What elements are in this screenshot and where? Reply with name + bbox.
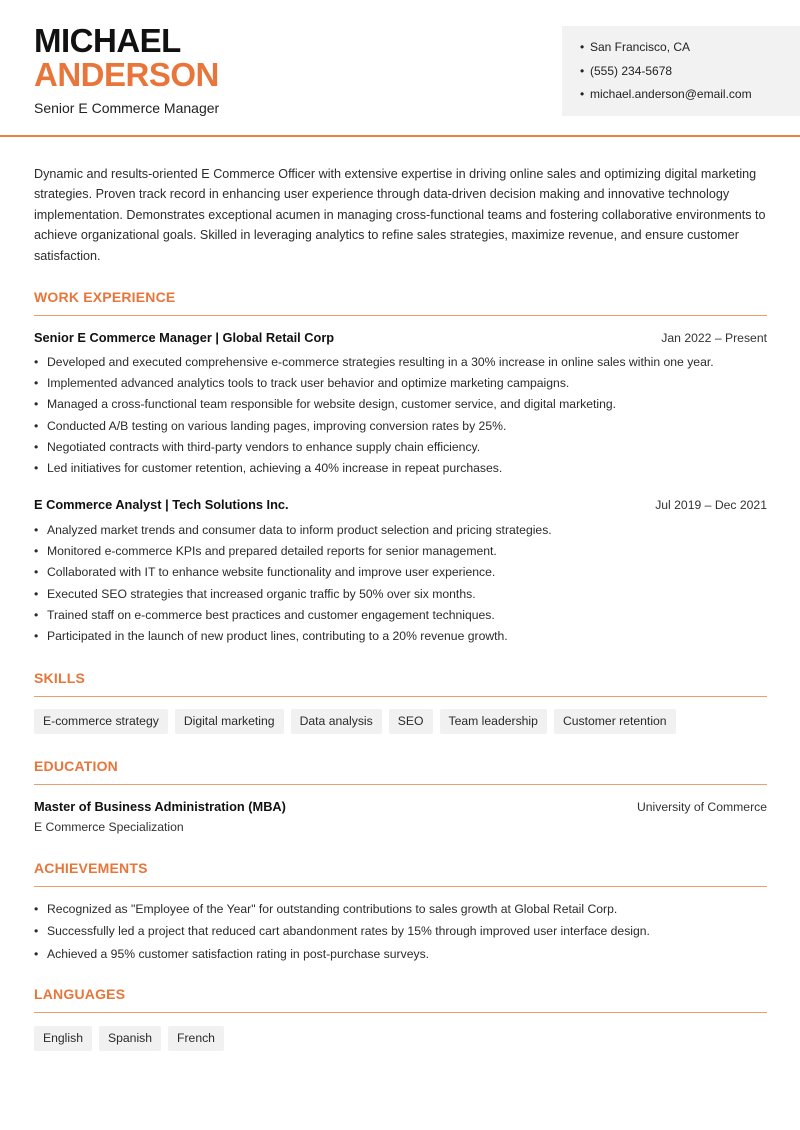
section-divider	[34, 886, 767, 887]
last-name: ANDERSON	[34, 56, 219, 93]
contact-box	[562, 26, 800, 116]
education-header	[34, 799, 767, 814]
bullet-text: Trained staff on e-commerce best practices and customer engagement techniques.	[47, 607, 495, 622]
section-divider	[34, 315, 767, 316]
first-name: MICHAEL	[34, 22, 181, 59]
skill-chip: SEO	[389, 709, 433, 734]
job-bullets	[34, 352, 767, 479]
bullet-icon: •	[34, 439, 39, 454]
bullet-icon: •	[34, 461, 39, 476]
list-item	[34, 394, 767, 415]
bullet-icon: •	[580, 87, 585, 101]
bullet-icon: •	[34, 629, 39, 644]
contact-phone	[580, 64, 800, 88]
bullet-text: Developed and executed comprehensive e-commerce strategies resulting in a 30% increase in online sales within one year.	[47, 355, 714, 369]
job-bullets	[34, 520, 767, 647]
achievement-bullets	[34, 898, 767, 965]
bullet-icon: •	[580, 40, 585, 54]
section-divider	[34, 696, 767, 697]
bullet-icon: •	[34, 397, 39, 412]
section-divider	[34, 1012, 767, 1013]
bullet-icon: •	[580, 63, 585, 78]
section-title-education: EDUCATION	[34, 758, 118, 774]
contact-email	[580, 87, 800, 111]
skill-chip: Customer retention	[554, 709, 676, 734]
bullet-icon: •	[34, 418, 39, 433]
specialization: E Commerce Specialization	[34, 820, 184, 834]
language-chip: French	[168, 1026, 224, 1051]
bullet-text: Negotiated contracts with third-party vendors to enhance supply chain efficiency.	[47, 439, 481, 454]
skill-chip: Digital marketing	[175, 709, 284, 734]
job-header	[34, 497, 767, 512]
bullet-icon: •	[34, 523, 39, 537]
skill-chip: Team leadership	[440, 709, 547, 734]
skill-chip: Data analysis	[291, 709, 382, 734]
job-title-role: Senior E Commerce Manager | Global Retail Corp	[34, 330, 335, 345]
bullet-icon: •	[34, 355, 39, 369]
bullet-text: Monitored e-commerce KPIs and prepared detailed reports for senior management.	[47, 544, 497, 559]
bullet-icon: •	[34, 946, 39, 961]
bullet-text: Achieved a 95% customer satisfaction rating in post-purchase surveys.	[47, 946, 430, 961]
language-chip: Spanish	[99, 1026, 161, 1051]
bullet-icon: •	[34, 607, 39, 622]
profile-summary: Dynamic and results-oriented E Commerce Officer with extensive expertise in driving online sales and optimizing digital marketing strategies. Proven track record in enhancing user experience through data-driven decision making and innovative technology implementation. Demonstrates exceptional acumen in managing cross-functional teams and fostering collaborative environments to achieve organizational goals. Skilled in leveraging analytics to refine sales strategies, maximize revenue, and ensure customer satisfaction.	[34, 167, 766, 263]
bullet-icon: •	[34, 565, 39, 580]
job-dates: Jul 2019 – Dec 2021	[655, 498, 767, 512]
list-item	[34, 458, 767, 479]
language-chip: English	[34, 1026, 92, 1051]
bullet-text: Analyzed market trends and consumer data to inform product selection and pricing strategies.	[47, 523, 552, 537]
bullet-icon: •	[34, 924, 39, 939]
bullet-text: Led initiatives for customer retention, achieving a 40% increase in repeat purchases.	[47, 461, 503, 476]
skill-chip: E-commerce strategy	[34, 709, 168, 734]
bullet-icon: •	[34, 544, 39, 559]
bullet-text: Successfully led a project that reduced cart abandonment rates by 15% through improved user interface design.	[47, 924, 650, 939]
list-item	[34, 562, 767, 583]
contact-phone-text: (555) 234-5678	[590, 63, 673, 78]
job-title: Senior E Commerce Manager	[34, 100, 220, 116]
list-item	[34, 373, 767, 394]
bullet-text: Recognized as "Employee of the Year" for outstanding contributions to sales growth at Global Retail Corp.	[47, 902, 618, 916]
section-title-languages: LANGUAGES	[34, 986, 126, 1002]
school: University of Commerce	[636, 800, 767, 814]
section-divider	[34, 784, 767, 785]
list-item	[34, 584, 767, 605]
job-title-role: E Commerce Analyst | Tech Solutions Inc.	[34, 497, 289, 512]
bullet-icon: •	[34, 376, 39, 391]
list-item	[34, 898, 767, 920]
contact-location	[580, 40, 800, 64]
list-item	[34, 416, 767, 437]
bullet-text: Collaborated with IT to enhance website functionality and improve user experience.	[47, 565, 496, 580]
list-item	[34, 605, 767, 626]
bullet-text: Participated in the launch of new product lines, contributing to a 20% revenue growth.	[47, 629, 508, 644]
resume-header	[0, 0, 800, 137]
languages-list	[34, 1026, 224, 1051]
degree: Master of Business Administration (MBA)	[34, 799, 286, 814]
section-title-work: WORK EXPERIENCE	[34, 289, 176, 305]
list-item	[34, 943, 767, 965]
section-title-achievements: ACHIEVEMENTS	[34, 860, 148, 876]
list-item	[34, 626, 767, 647]
bullet-text: Executed SEO strategies that increased organic traffic by 50% over six months.	[47, 586, 476, 601]
list-item	[34, 541, 767, 562]
bullet-text: Implemented advanced analytics tools to track user behavior and optimize marketing campaigns.	[47, 376, 570, 391]
list-item	[34, 520, 767, 541]
bullet-icon: •	[34, 586, 39, 601]
skills-list	[34, 709, 676, 734]
section-title-skills: SKILLS	[34, 670, 85, 686]
contact-email-text: michael.anderson@email.com	[590, 87, 752, 101]
list-item	[34, 437, 767, 458]
bullet-text: Managed a cross-functional team responsible for website design, customer service, and digital marketing.	[47, 397, 617, 412]
job-header	[34, 330, 767, 345]
bullet-text: Conducted A/B testing on various landing pages, improving conversion rates by 25%.	[47, 418, 507, 433]
bullet-icon: •	[34, 902, 39, 916]
contact-location-text: San Francisco, CA	[590, 40, 691, 54]
list-item	[34, 352, 767, 373]
job-dates: Jan 2022 – Present	[661, 331, 767, 345]
list-item	[34, 920, 767, 942]
